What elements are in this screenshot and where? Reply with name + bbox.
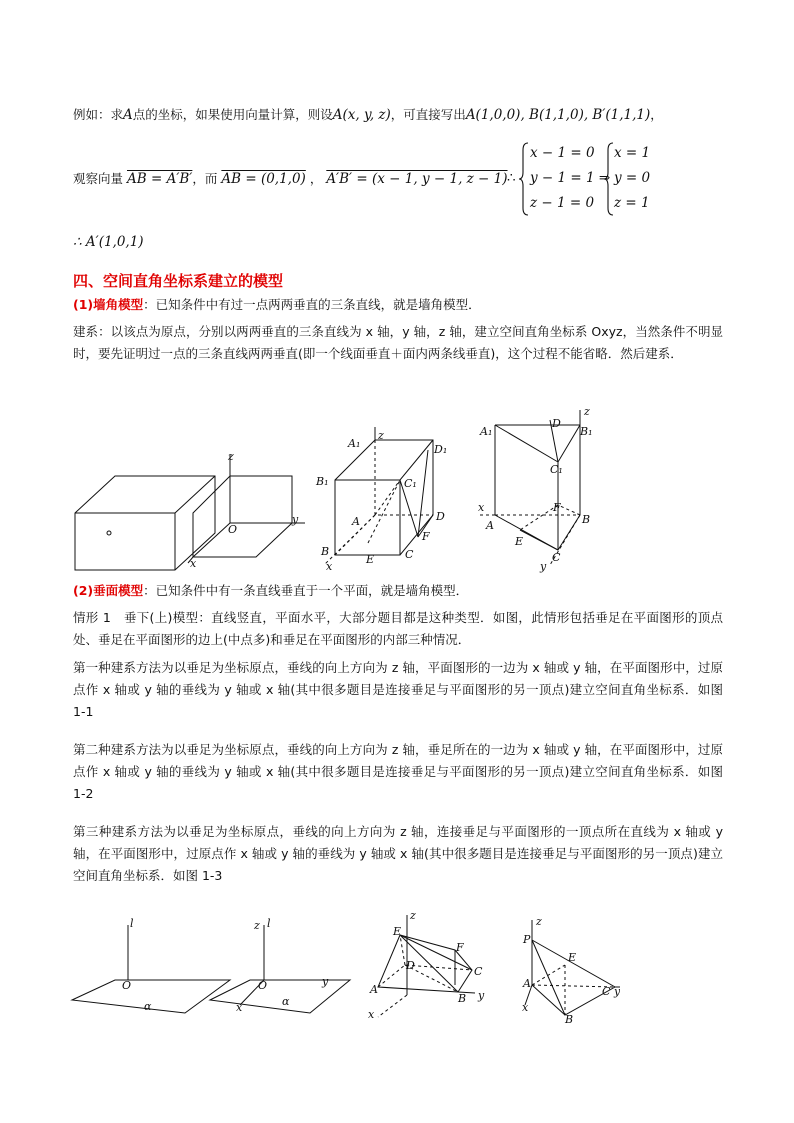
fig4-z-label: z	[584, 405, 590, 418]
fig14-c-label: C	[602, 985, 611, 998]
fig-wall-corner-2	[188, 455, 305, 563]
method-1-para: 第一种建系方法为以垂足为坐标原点，垂线的向上方向为 z 轴，平面图形的一边为 x 轴或 y 轴，在平面图形中，过原点作 x 轴或 y 轴的垂线为 y 轴或 x 轴(其中很多题目是连接垂足与平面图形的另一顶点)建立空间直角坐标系．如图 1-1	[73, 660, 723, 719]
method-2-para: 第二种建系方法为以垂足为坐标原点，垂线的向上方向为 z 轴，垂足所在的一边为 x 轴或 y 轴，在平面图形中，过原点作 x 轴或 y 轴的垂线为 y 轴或 x 轴(其中很多题目是连接垂足与平面图形的另一顶点)建立空间直角坐标系．如图 1-2	[73, 742, 723, 801]
fig14-b-label: B	[565, 1013, 574, 1025]
fig3-z-label: z	[378, 429, 384, 442]
fig14-e-label: E	[568, 951, 577, 964]
vector-equality: AB = A′B′	[127, 171, 193, 187]
fig-1-4	[525, 920, 620, 1015]
example-line-2	[73, 170, 508, 188]
fig11-alpha-label: α	[144, 1000, 152, 1013]
fig3-a-label: A	[352, 515, 360, 528]
fig3-d-label: D	[436, 510, 445, 523]
and-text: ，而	[192, 171, 218, 186]
fig3-c-label: C	[405, 548, 414, 561]
point-a-prime-2: A	[332, 107, 343, 123]
fig3-e-label: E	[366, 553, 375, 566]
fig4-a1-label: A₁	[480, 425, 493, 438]
solution-x: x = 1	[614, 145, 651, 161]
fig12-y-label: y	[322, 975, 329, 988]
fig12-alpha-label: α	[282, 995, 290, 1008]
wall-model-para: 建系：以该点为原点，分别以两两垂直的三条直线为 x 轴，y 轴，z 轴，建立空间直角坐标系 Oxyz，当然条件不明显时，要先证明过一点的三条直线两两垂直(即一个线面垂直＋面内两条线垂直)，这个过程不能省略．然后建系．	[73, 324, 723, 361]
fig-prism	[480, 410, 580, 565]
case-1-para: 情形 1 垂下(上)模型：直线竖直，平面水平，大部分题目都是这种类型．如图，此情形包括垂足在平面图形的顶点处、垂足在平面图形的边上(中点多)和垂足在平面图形的内部三种情况．	[73, 610, 723, 647]
fig3-b-label: B	[321, 545, 330, 558]
figure-row-1	[60, 405, 600, 575]
fig4-f-label: F	[553, 501, 561, 514]
fig-1-2	[210, 925, 350, 1013]
fig12-o-label: O	[258, 979, 268, 992]
comma-2: ，	[309, 171, 323, 186]
point-a-prime: A	[123, 107, 133, 123]
fig13-f-label: F	[456, 941, 464, 954]
fig2-y-label: y	[292, 513, 299, 526]
fig-cube	[324, 427, 433, 565]
wall-model-text: ：已知条件中有过一点两两垂直的三条直线，就是墙角模型．	[143, 297, 481, 312]
fig13-b-label: B	[458, 992, 467, 1005]
fig14-y-label: y	[614, 985, 620, 998]
fig4-c-label: C	[552, 551, 561, 564]
fig3-a1-label: A₁	[348, 437, 361, 450]
wall-model-line	[73, 296, 481, 314]
fig4-e-label: E	[515, 535, 524, 548]
solution-y: y = 0	[614, 170, 651, 186]
fig14-a-label: A	[523, 977, 531, 990]
vertical-model-label: (2)垂面模型	[73, 583, 144, 598]
fig3-f-label: F	[422, 530, 430, 543]
fig11-o-label: O	[122, 979, 132, 992]
example-prefix: 例如：求	[73, 107, 124, 122]
observe-text: 观察向量	[73, 171, 124, 186]
fig2-o-label: O	[228, 523, 238, 536]
coord-xyz: (x, y, z)	[342, 107, 391, 123]
solution-z: z = 1	[614, 195, 650, 211]
fig13-e-label: E	[393, 925, 402, 938]
section-title: 四、空间直角坐标系建立的模型	[73, 272, 284, 290]
vector-apbp: A′B′ = (x − 1, y − 1, z − 1)	[326, 171, 508, 187]
left-brace-svg	[519, 142, 529, 216]
fig4-b1-label: B₁	[580, 425, 593, 438]
example-line-1	[73, 106, 663, 124]
method-3-para: 第三种建系方法为以垂足为坐标原点，垂线的向上方向为 z 轴，连接垂足与平面图形的一顶点所在直线为 x 轴或 y 轴，在平面图形中，过原点作 x 轴或 y 轴的垂线为 y 轴或 x 轴(其中很多题目是连接垂足与平面图形的另一顶点)建立空间直角坐标系．如图 1-3	[73, 824, 723, 883]
fig12-l-label: l	[267, 917, 271, 930]
fig3-c1-label: C₁	[404, 477, 417, 490]
fig4-a-label: A	[486, 519, 494, 532]
fig13-z-label: z	[410, 909, 416, 922]
system-eq-1: x − 1 = 0	[530, 145, 595, 161]
fig13-y-label: y	[478, 989, 485, 1002]
vertical-model-text: ：已知条件中有一条直线垂直于一个平面，就是墙角模型．	[143, 583, 469, 598]
example-text: 点的坐标，如果使用向量计算，则设	[132, 107, 333, 122]
fig14-x-label: x	[522, 1001, 529, 1014]
fig13-d-label: D	[406, 959, 415, 972]
result-line: ∴ A′(1,0,1)	[73, 234, 144, 250]
fig2-x-label: x	[190, 557, 197, 570]
fig13-c-label: C	[474, 965, 483, 978]
fig13-a-label: A	[370, 983, 378, 996]
fig3-d1-label: D₁	[434, 443, 448, 456]
fig14-z-label: z	[536, 915, 542, 928]
system-eq-3: z − 1 = 0	[530, 195, 595, 211]
fig4-c1-label: C₁	[550, 463, 563, 476]
known-points: A(1,0,0), B(1,1,0), B′(1,1,1)	[465, 107, 651, 123]
system-eq-2: y − 1 = 1 ⇒	[530, 170, 611, 186]
left-brace	[519, 142, 529, 216]
fig4-x-label: x	[478, 501, 485, 514]
fig3-b1-label: B₁	[316, 475, 329, 488]
fig13-x-label: x	[368, 1008, 375, 1021]
fig4-b-label: B	[582, 513, 591, 526]
example-text-2: ，可直接写出	[390, 107, 466, 122]
fig4-y-label: y	[540, 560, 547, 573]
vertical-model-line	[73, 582, 468, 600]
right-brace	[604, 142, 614, 216]
fig4-d-label: D	[552, 417, 561, 430]
therefore-sign: ∴	[507, 170, 516, 186]
comma: ，	[650, 107, 663, 122]
fig14-p-label: P	[523, 933, 531, 946]
fig11-l-label: l	[130, 917, 134, 930]
fig12-z-label: z	[254, 919, 260, 932]
right-brace-svg	[604, 142, 614, 216]
wall-model-label: (1)墙角模型	[73, 297, 144, 312]
fig3-x-label: x	[326, 560, 333, 573]
fig2-z-label: z	[228, 450, 234, 463]
fig12-x-label: x	[236, 1001, 243, 1014]
figure-row-2	[60, 905, 620, 1025]
vector-ab: AB = (0,1,0)	[221, 171, 306, 187]
